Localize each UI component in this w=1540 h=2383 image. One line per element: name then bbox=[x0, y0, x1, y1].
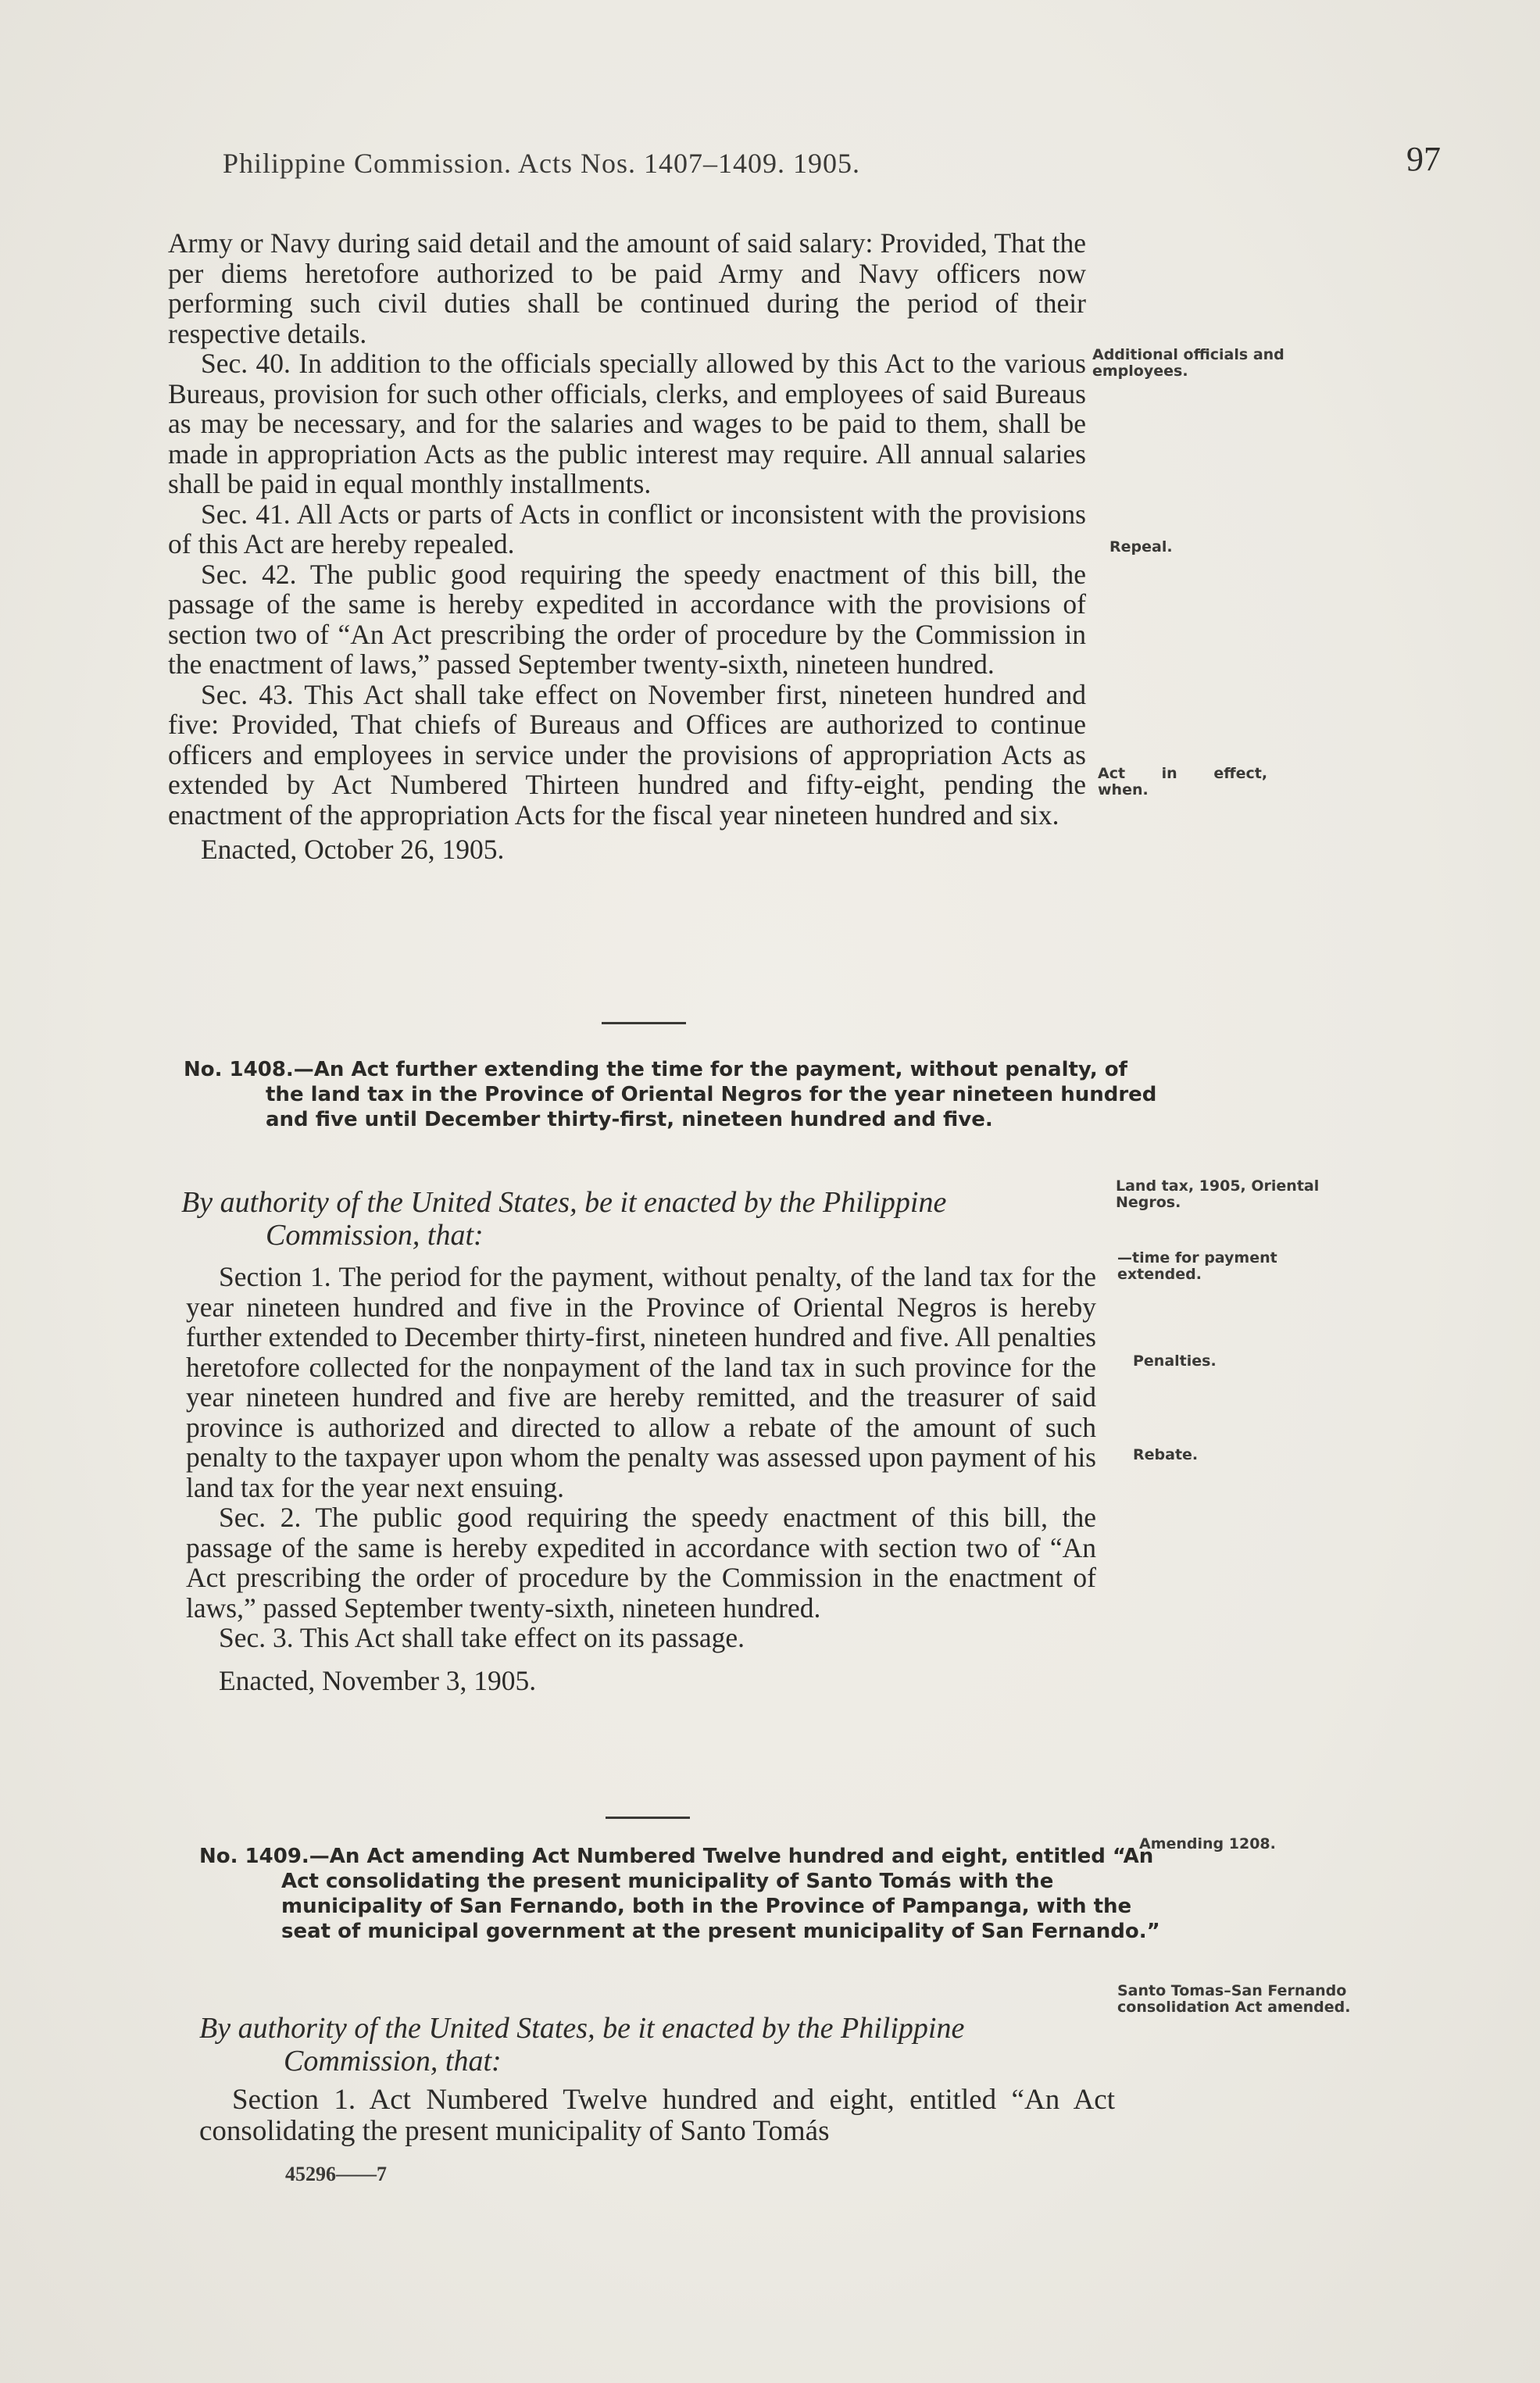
margin-note-santo-tomas: Santo Tomas–San Fernando consolidation Act amended. bbox=[1117, 1982, 1351, 2016]
act-1408-section-2: Sec. 2. The public good requiring the speedy enactment of this bill, the passage of the same is hereby expedited in accordance with section two of “An Act prescribing the order of procedure by the Commission in the enactment of laws,” passed September twenty-sixth, nineteen hundred. bbox=[186, 1502, 1096, 1624]
section-divider-rule-2 bbox=[606, 1817, 690, 1819]
running-header: Philippine Commission. Acts Nos. 1407–1409. 1905. bbox=[223, 148, 861, 179]
act-1408-enacted-date: Enacted, November 3, 1905. bbox=[219, 1664, 537, 1696]
margin-note-repeal: Repeal. bbox=[1109, 538, 1173, 556]
act-1408-preamble bbox=[181, 1186, 1092, 1252]
margin-note-penalties: Penalties. bbox=[1133, 1352, 1217, 1370]
act-1409-title: No. 1409.—An Act amending Act Numbered Twelve hundred and eight, entitled “An Act consolidating the present municipality of Santo Tomás with the municipality of San Fernando, both in the Province of Pampanga, with the seat of municipal government at the present municipality of San Fernando.” bbox=[199, 1845, 1160, 1943]
act-1408-title: No. 1408.—An Act further extending the time for the payment, without penalty, of the land tax in the Province of Oriental Negros for the year nineteen hundred and five until December thirty-first, nineteen hundred and five. bbox=[184, 1058, 1157, 1131]
page-number: 97 bbox=[1406, 140, 1441, 178]
act-1409-section-1: Section 1. Act Numbered Twelve hundred and eight, entitled “An Act consolidating the present municipality of Santo Tomás bbox=[199, 2084, 1115, 2147]
act-1409-preamble-line-1: By authority of the United States, be it enacted by the Philippine bbox=[199, 2012, 965, 2045]
section-divider-rule bbox=[602, 1022, 686, 1024]
act-1408-section-3: Sec. 3. This Act shall take effect on its passage. bbox=[219, 1622, 745, 1653]
margin-note-time-extended: —time for payment extended. bbox=[1117, 1249, 1277, 1283]
act-1409-preamble-line-2: Commission, that: bbox=[284, 2045, 502, 2078]
section-40: Sec. 40. In addition to the officials specially allowed by this Act to the various Bureaus, provision for such other officials, clerks, and employees of said Bureaus as may be necessary, and for the salaries and wages to be paid to them, shall be made in appropriation Acts as the public interest may require. All annual salaries shall be paid in equal monthly installments. bbox=[168, 348, 1086, 499]
margin-note-act-in-effect: Act in effect, when. bbox=[1098, 765, 1268, 799]
act-1408-preamble-line-2: Commission, that: bbox=[266, 1219, 484, 1252]
section-41: Sec. 41. All Acts or parts of Acts in conflict or inconsistent with the provisions of this Act are hereby repealed. bbox=[168, 498, 1086, 559]
act-1408-preamble-line-1: By authority of the United States, be it enacted by the Philippine bbox=[181, 1186, 947, 1219]
margin-note-land-tax: Land tax, 1905, Oriental Negros. bbox=[1116, 1177, 1320, 1211]
section-42: Sec. 42. The public good requiring the speedy enactment of this bill, the passage of the same is hereby expedited in accordance with the provisions of section two of “An Act prescribing the order of procedure by the Commission in the enactment of laws,” passed September twenty-sixth, nineteen hundred. bbox=[168, 558, 1086, 680]
act-1407-enacted-date: Enacted, October 26, 1905. bbox=[201, 834, 505, 865]
section-43: Sec. 43. This Act shall take effect on November first, nineteen hundred and five: Provided, That chiefs of Bureaus and Offices are authorized to continue officers and employees in service under the provisions of appropriation Acts as extended by Act Numbered Thirteen hundred and fifty-eight, pending the enactment of the appropriation Acts for the fiscal year nineteen hundred and six. bbox=[168, 678, 1086, 831]
printer-signature: 45296——7 bbox=[285, 2163, 387, 2185]
act-1409-body bbox=[199, 2085, 1115, 2147]
act-1408-section-1: Section 1. The period for the payment, without penalty, of the land tax for the year nineteen hundred and five in the Province of Oriental Negros is hereby further extended to December thirty-first, nineteen hundred and five. All penalties heretofore collected for the nonpayment of the land tax in such province for the year nineteen hundred and five are hereby remitted, and the treasurer of said province is authorized and directed to allow a rebate of the amount of such penalty to the taxpayer upon whom the penalty was assessed upon payment of his land tax for the year next ensuing. bbox=[186, 1261, 1096, 1503]
act-1407-provided-paragraph: Army or Navy during said detail and the amount of said salary: Provided, That the per diems heretofore authorized to be paid Army and Navy officers now performing such civil duties shall be continued during the period of their respective details. bbox=[168, 227, 1086, 349]
margin-note-amending: Amending 1208. bbox=[1139, 1835, 1276, 1852]
act-1408-body bbox=[186, 1262, 1096, 1695]
act-1407-continuation bbox=[168, 228, 1086, 865]
act-1409-preamble bbox=[199, 2012, 1109, 2078]
margin-note-additional-officials: Additional officials and employees. bbox=[1092, 346, 1285, 380]
margin-note-rebate: Rebate. bbox=[1133, 1446, 1199, 1463]
